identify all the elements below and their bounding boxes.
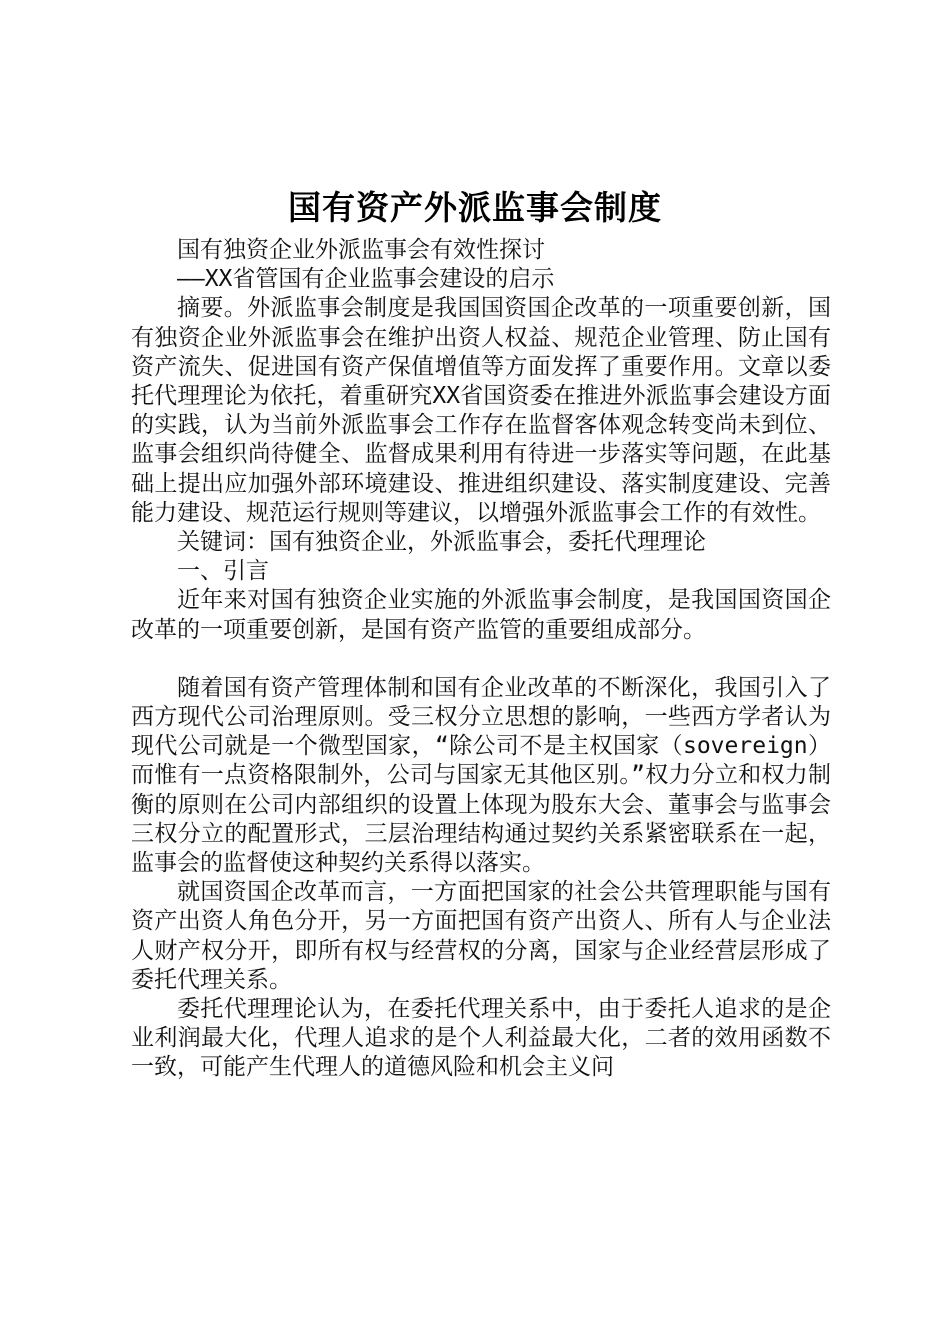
- body-paragraph: 近年来对国有独资企业实施的外派监事会制度，是我国国资国企改革的一项重要创新，是国有资产监管的重要组成部分。: [131, 587, 831, 643]
- subtitle-secondary: ——XX省管国有企业监事会建设的启示: [177, 266, 555, 293]
- subtitle: 国有独资企业外派监事会有效性探讨: [177, 237, 545, 263]
- body-paragraph: 委托代理理论认为，在委托代理关系中，由于委托人追求的是企业利润最大化，代理人追求的是个人利益最大化，二者的效用函数不一致，可能产生代理人的道德风险和机会主义问: [131, 996, 831, 1081]
- document-body: [131, 236, 831, 1083]
- document-title: 国有资产外派监事会制度: [288, 188, 662, 227]
- body-paragraph: 随着国有资产管理体制和国有企业改革的不断深化，我国引入了西方现代公司治理原则。受三权分立思想的影响，一些西方学者认为现代公司就是一个微型国家，“除公司不是主权国家（sovereign）而惟有一点资格限制外，公司与国家无其他区别。”权力分立和权力制衡的原则在公司内部组织的设置上体现为股东大会、董事会与监事会三权分立的配置形式，三层治理结构通过契约关系紧密联系在一起，监事会的监督使这种契约关系得以落实。: [131, 674, 831, 877]
- section-heading: 一、引言: [177, 558, 269, 585]
- abstract-paragraph: 摘要。外派监事会制度是我国国资国企改革的一项重要创新，国有独资企业外派监事会在维护出资人权益、规范企业管理、防止国有资产流失、促进国有资产保值增值等方面发挥了重要作用。文章以委托代理理论为依托，着重研究XX省国资委在推进外派监事会建设方面的实践，认为当前外派监事会工作存在监督客体观念转变尚未到位、监事会组织尚待健全、监督成果利用有待进一步落实等问题，在此基础上提出应加强外部环境建设、推进组织建设、落实制度建设、完善能力建设、规范运行规则等建议，以增强外派监事会工作的有效性。: [131, 295, 831, 526]
- keywords-paragraph: 关键词：国有独资企业，外派监事会，委托代理理论: [177, 529, 706, 556]
- body-paragraph: 就国资国企改革而言，一方面把国家的社会公共管理职能与国有资产出资人角色分开，另一方面把国有资产出资人、所有人与企业法人财产权分开，即所有权与经营权的分离，国家与企业经营层形成了委托代理关系。: [131, 879, 831, 993]
